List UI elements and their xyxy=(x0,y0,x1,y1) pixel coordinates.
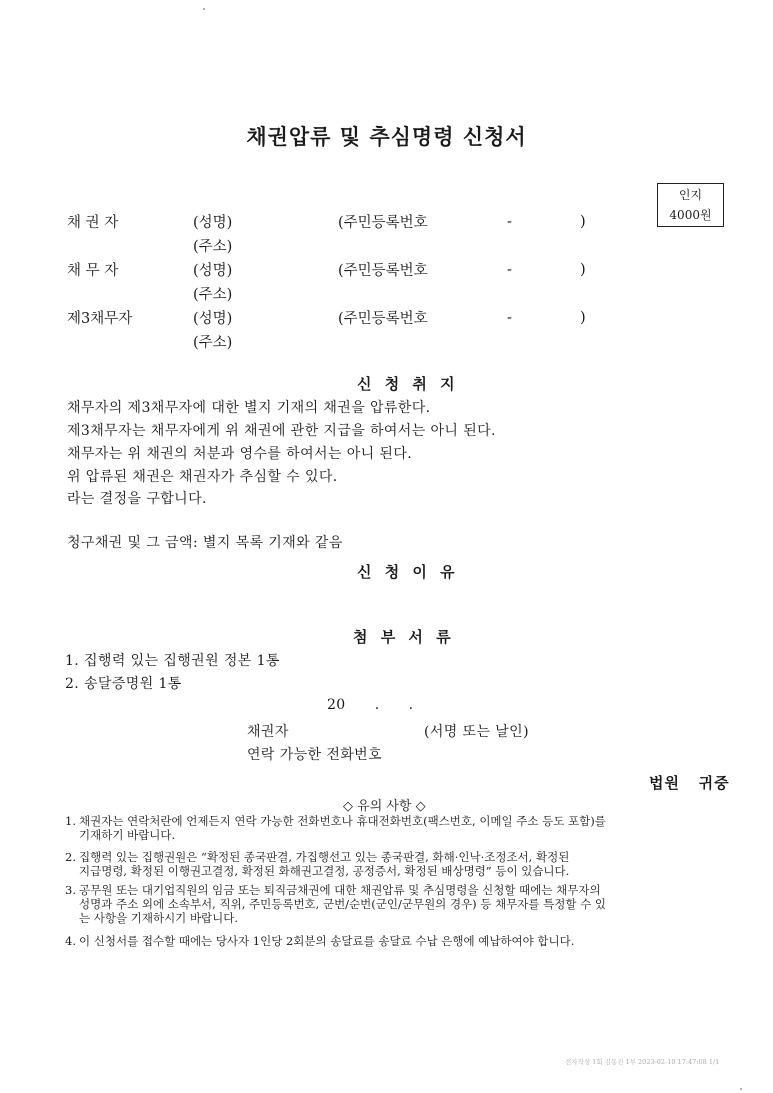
phone-label: 연락 가능한 전화번호 xyxy=(247,747,383,763)
document-title: 채권압류 및 추심명령 신청서 xyxy=(246,125,527,149)
note-line: 는 사항을 기재하시기 바랍니다. xyxy=(79,911,239,925)
note-number: 2. xyxy=(65,850,76,864)
purpose-line: 채무자의 제3채무자에 대한 별지 기재의 채권을 압류한다. xyxy=(67,400,431,416)
party-creditor-id-close: ) xyxy=(580,214,586,230)
note-line: 집행력 있는 집행권원은 “확정된 종국판결, 가집행선고 있는 종국판결, 화해·인낙·조정조서, 확정된 xyxy=(79,850,570,864)
party-debtor-name-label: (성명) xyxy=(193,263,233,279)
stamp-label: 인지 xyxy=(678,188,703,202)
note-number: 3. xyxy=(65,883,76,897)
party-debtor-id-label: (주민등록번호 xyxy=(338,263,428,279)
party-third-debtor-id-close: ) xyxy=(580,310,586,326)
note-item xyxy=(65,814,735,844)
stamp-amount: 4000원 xyxy=(669,208,712,222)
party-debtor-id-close: ) xyxy=(580,262,586,278)
note-line: 기재하기 바랍니다. xyxy=(79,828,176,842)
purpose-line: 라는 결정을 구합니다. xyxy=(67,491,207,507)
party-creditor-address-label: (주소) xyxy=(193,239,233,255)
party-third-debtor-address-label: (주소) xyxy=(193,335,233,351)
creditor-signature-label: 채권자 xyxy=(247,724,289,740)
scan-speck xyxy=(203,8,205,10)
party-debtor-address-label: (주소) xyxy=(193,287,233,303)
note-line: 채권자는 연락처란에 언제든지 연락 가능한 전화번호나 휴대전화번호(팩스번호, 이메일 주소 등도 포함)를 xyxy=(79,814,606,828)
seal-label: (서명 또는 날인) xyxy=(424,724,529,740)
reason-heading: 신 청 이 유 xyxy=(357,563,459,581)
note-item xyxy=(65,883,735,928)
application-date: 20 . . xyxy=(327,697,414,713)
electronic-filing-stamp: 전자작성 1회 김동진 1부 2023-02-10 17:47:08 1/1 xyxy=(565,1058,720,1066)
scan-speck xyxy=(740,1088,742,1090)
party-creditor-id-dash: - xyxy=(507,214,512,230)
note-line: 공무원 또는 대기업직원의 임금 또는 퇴직금채권에 대한 채권압류 및 추심명령을 신청할 때에는 채무자의 xyxy=(79,883,601,897)
party-creditor-role: 채 권 자 xyxy=(67,215,119,231)
note-line: 이 신청서를 접수할 때에는 당사자 1인당 2회분의 송달료를 송달료 수납 은행에 예납하여야 합니다. xyxy=(79,934,575,948)
purpose-heading: 신 청 취 지 xyxy=(357,375,459,393)
purpose-line: 위 압류된 채권은 채권자가 추심할 수 있다. xyxy=(67,469,338,485)
notes-heading: ◇ 유의 사항 ◇ xyxy=(343,799,426,814)
note-item xyxy=(65,850,735,880)
note-line: 성명과 주소 외에 소속부서, 직위, 주민등록번호, 군번/순번(군인/군무원의 경우) 등 채무자를 특정할 수 있 xyxy=(79,897,607,911)
claim-amount-line: 청구채권 및 그 금액: 별지 목록 기재와 같음 xyxy=(67,535,343,551)
note-item xyxy=(65,934,735,950)
party-debtor-role: 채 무 자 xyxy=(67,263,119,279)
party-debtor-id-dash: - xyxy=(507,262,512,278)
party-third-debtor-role: 제3채무자 xyxy=(67,311,133,327)
revenue-stamp-box xyxy=(657,183,724,227)
attachment-item: 2. 송달증명원 1통 xyxy=(65,676,182,692)
court-addressee: 법원 귀중 xyxy=(649,774,730,792)
party-third-debtor-name-label: (성명) xyxy=(193,311,233,327)
note-line: 지급명령, 확정된 이행권고결정, 확정된 화해권고결정, 공정증서, 확정된 배상명령” 등이 있습니다. xyxy=(79,864,570,878)
party-third-debtor-id-label: (주민등록번호 xyxy=(338,311,428,327)
purpose-line: 채무자는 위 채권의 처분과 영수를 하여서는 아니 된다. xyxy=(67,446,413,462)
purpose-line: 제3채무자는 채무자에게 위 채권에 관한 지급을 하여서는 아니 된다. xyxy=(67,423,496,439)
party-creditor-name-label: (성명) xyxy=(193,215,233,231)
party-creditor-id-label: (주민등록번호 xyxy=(338,215,428,231)
party-third-debtor-id-dash: - xyxy=(507,310,512,326)
attachments-heading: 첨 부 서 류 xyxy=(353,628,455,646)
note-number: 4. xyxy=(65,934,76,948)
note-number: 1. xyxy=(65,814,76,828)
attachment-item: 1. 집행력 있는 집행권원 정본 1통 xyxy=(65,653,280,669)
